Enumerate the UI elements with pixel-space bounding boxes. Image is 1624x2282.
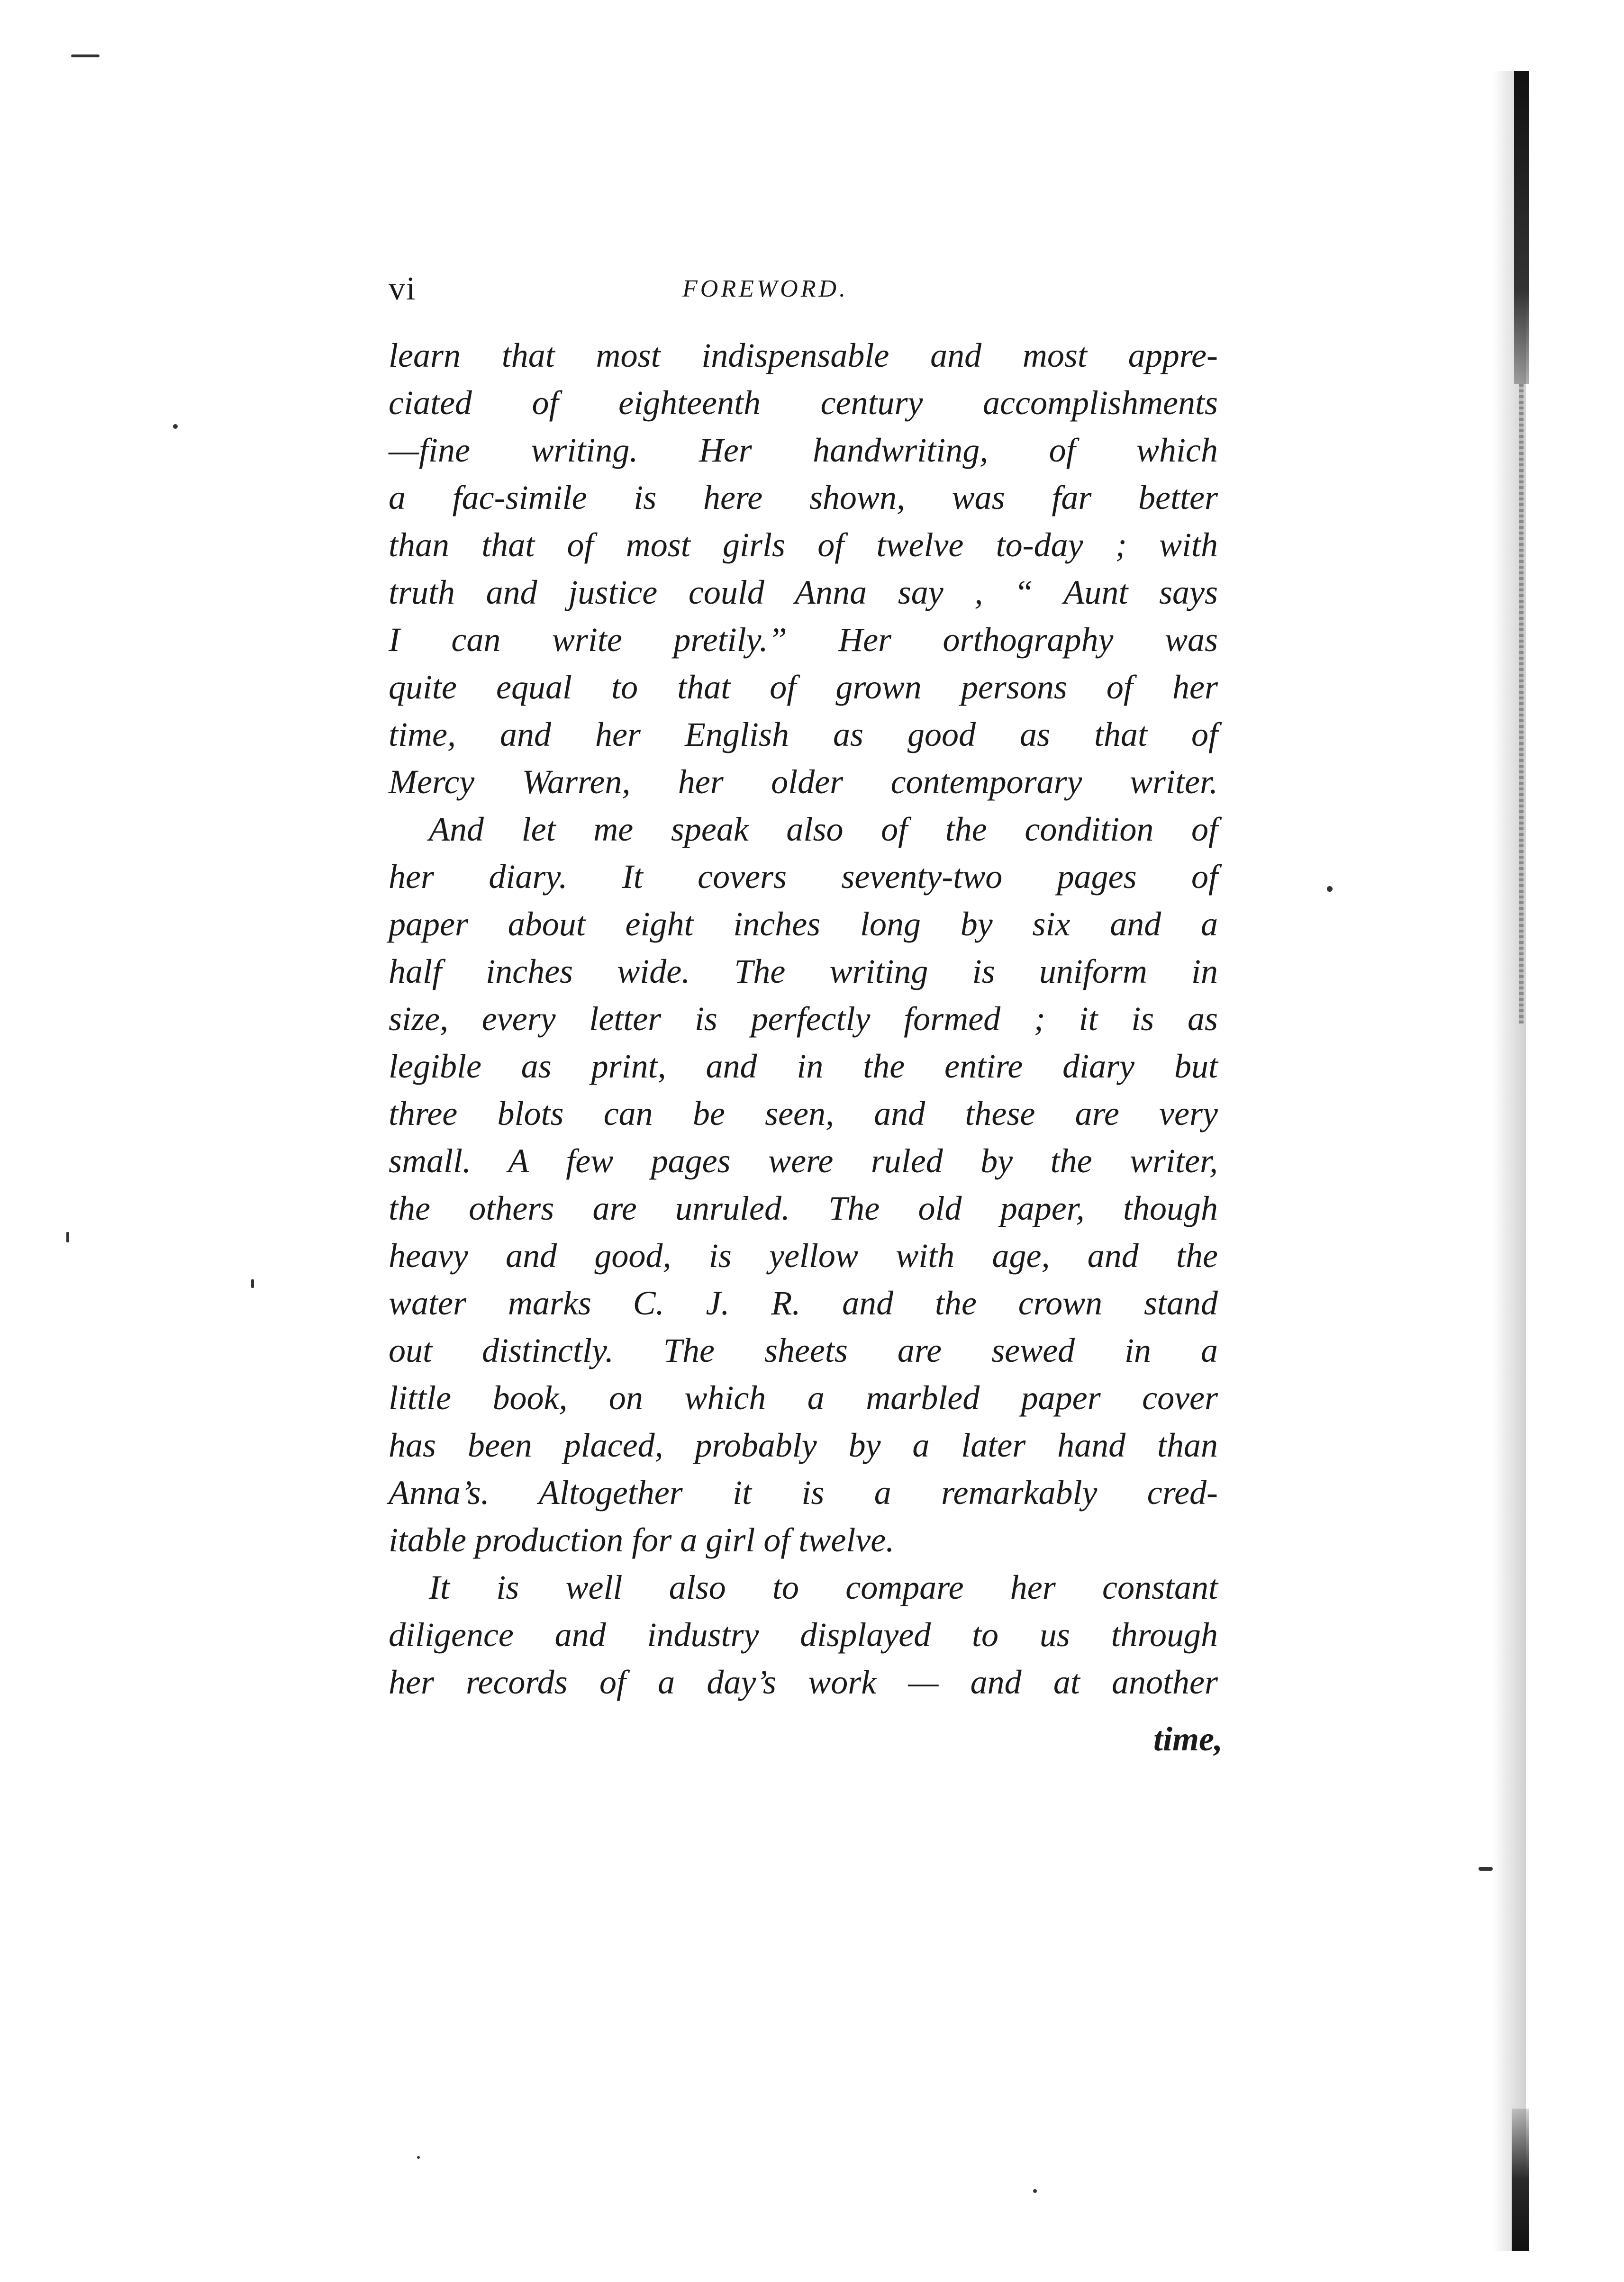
scan-speck bbox=[1479, 1867, 1493, 1871]
text-line: quite equal to that of grown persons of her bbox=[389, 668, 1218, 706]
text-line: her records of a day’s work — and at another bbox=[389, 1663, 1218, 1701]
text-line: legible as print, and in the entire diary but bbox=[389, 1047, 1218, 1085]
text-line: has been placed, probably by a later hand than bbox=[389, 1426, 1218, 1464]
text-line: little book, on which a marbled paper cover bbox=[389, 1379, 1218, 1417]
binding-edge-top bbox=[1514, 71, 1529, 384]
text-line: I can write pretily.” Her orthography was bbox=[389, 621, 1218, 659]
text-line: her diary. It covers seventy-two pages of bbox=[389, 858, 1218, 896]
text-line: Mercy Warren, her older contemporary writer. bbox=[389, 763, 1218, 801]
scan-speck bbox=[1327, 886, 1333, 892]
text-line: truth and justice could Anna say , “ Aunt says bbox=[389, 573, 1218, 611]
text-line: learn that most indispensable and most appre- bbox=[389, 336, 1218, 374]
text-line: paper about eight inches long by six and a bbox=[389, 905, 1218, 943]
text-line: Anna’s. Altogether it is a remarkably cred- bbox=[389, 1474, 1218, 1512]
page-number: vi bbox=[389, 271, 417, 307]
text-line: size, every letter is perfectly formed ; it is as bbox=[389, 1000, 1218, 1038]
running-title: FOREWORD. bbox=[682, 275, 849, 302]
text-line: —fine writing. Her handwriting, of which bbox=[389, 431, 1218, 469]
scan-speck bbox=[173, 424, 178, 429]
text-line: small. A few pages were ruled by the writer, bbox=[389, 1142, 1218, 1180]
text-line: a fac-simile is here shown, was far better bbox=[389, 479, 1218, 516]
scan-speck bbox=[417, 2156, 420, 2159]
text-line: three blots can be seen, and these are very bbox=[389, 1095, 1218, 1132]
text-line: the others are unruled. The old paper, though bbox=[389, 1189, 1218, 1227]
scan-speck bbox=[1033, 2189, 1037, 2193]
page-header bbox=[389, 268, 1223, 310]
text-line: water marks C. J. R. and the crown stand bbox=[389, 1284, 1218, 1322]
text-line: diligence and industry displayed to us through bbox=[389, 1616, 1218, 1654]
scan-speck bbox=[251, 1279, 254, 1288]
scan-speck bbox=[66, 1232, 69, 1242]
text-line: time, and her English as good as that of bbox=[389, 715, 1218, 753]
text-line: And let me speak also of the condition of bbox=[429, 810, 1218, 848]
text-line: heavy and good, is yellow with age, and the bbox=[389, 1237, 1218, 1275]
text-line: than that of most girls of twelve to-day ; with bbox=[389, 526, 1218, 564]
text-line: out distinctly. The sheets are sewed in a bbox=[389, 1331, 1218, 1369]
text-line: It is well also to compare her constant bbox=[429, 1568, 1218, 1606]
text-line: itable production for a girl of twelve. bbox=[389, 1521, 895, 1559]
body-text bbox=[389, 332, 1218, 1706]
scan-speck bbox=[71, 54, 100, 57]
binding-edge-bottom bbox=[1512, 2109, 1529, 2251]
text-line: ciated of eighteenth century accomplishments bbox=[389, 384, 1218, 422]
catchword: time, bbox=[1153, 1720, 1223, 1758]
binding-edge-middle bbox=[1519, 384, 1524, 1023]
text-line: half inches wide. The writing is uniform in bbox=[389, 952, 1218, 990]
